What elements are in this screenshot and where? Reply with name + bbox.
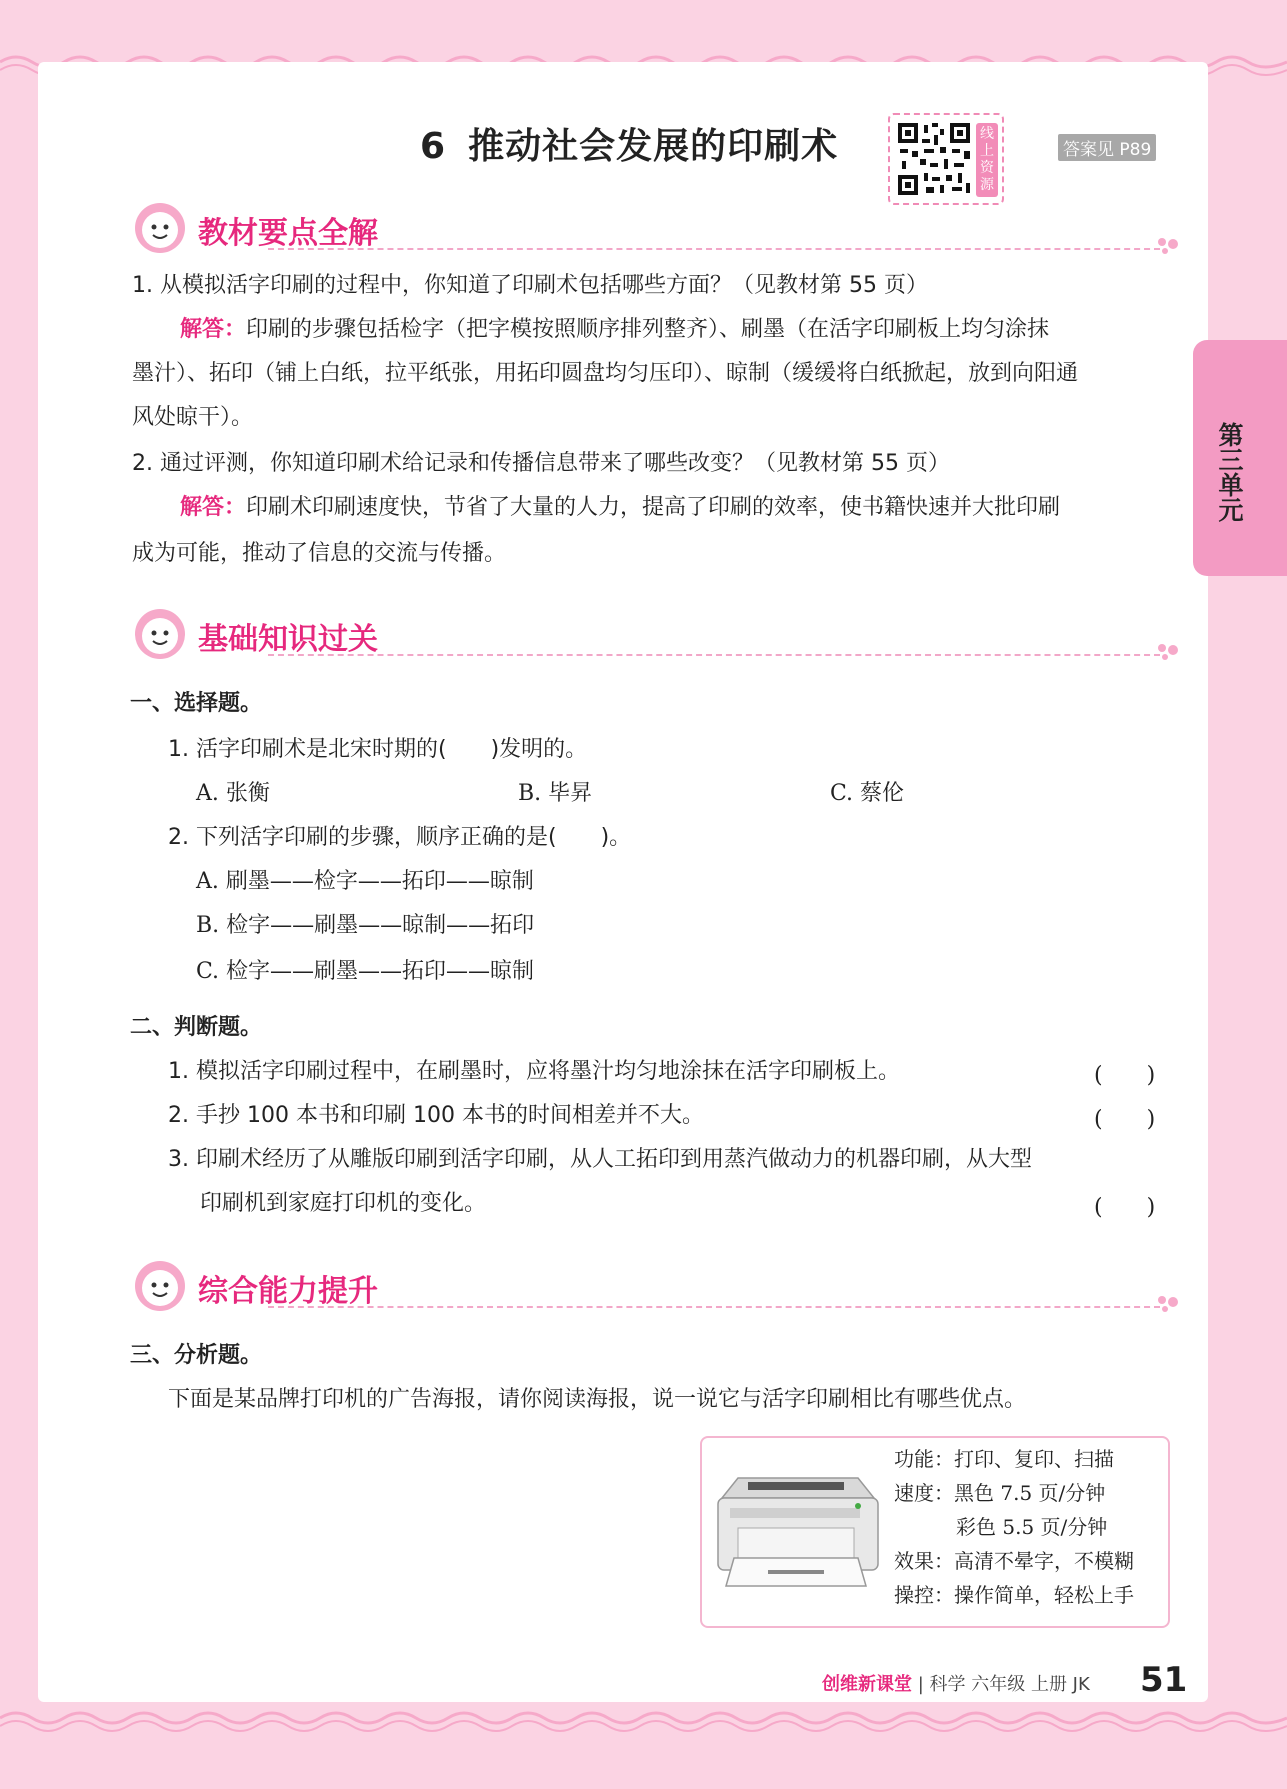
key-point-answer-2-line-1: 解答：印刷术印刷速度快，节省了大量的人力，提高了印刷的效率，使书籍快速并大批印刷 [180, 495, 1061, 520]
judge-question-3-line-2: 印刷机到家庭打印机的变化。 [200, 1191, 487, 1216]
qr-code-box[interactable] [888, 113, 1004, 205]
decorative-dots-icon [1156, 1294, 1180, 1314]
judge-question-3-line-1: 3. 印刷术经历了从雕版印刷到活字印刷，从人工拓印到用蒸汽做动力的机器印刷，从大型 [168, 1147, 1032, 1172]
key-point-question-2: 2. 通过评测，你知道印刷术给记录和传播信息带来了哪些改变？（见教材第 55 页） [132, 451, 950, 476]
decorative-dots-icon [1156, 642, 1180, 662]
footer-brand: 创维新课堂 [822, 1674, 912, 1695]
answer-label: 解答： [180, 317, 247, 342]
key-point-answer-1-line-3: 风处晾干）。 [132, 405, 254, 430]
printer-spec-operation: 操控：操作简单，轻松上手 [894, 1583, 1134, 1607]
choice-heading: 一、选择题。 [130, 691, 263, 716]
judge-q2-answer-blank[interactable]: ( ) [1094, 1107, 1156, 1132]
section-divider [268, 1306, 1160, 1308]
judge-q1-answer-blank[interactable]: ( ) [1094, 1063, 1156, 1088]
unit-side-tab-label: 第三单元 [1215, 422, 1244, 522]
printer-image [708, 1458, 884, 1598]
lesson-title [420, 118, 838, 169]
key-point-answer-1-line-2: 墨汁）、拓印（铺上白纸，拉平纸张，用拓印圆盘均匀压印）、晾制（缓缓将白纸掀起，放到向阳通 [132, 361, 1079, 386]
decorative-wave-bottom [0, 1700, 1287, 1780]
section-divider [268, 654, 1160, 656]
choice-q2-option-a[interactable]: A. 刷墨——检字——拓印——晾制 [196, 869, 534, 894]
footer-subject-info: | 科学 六年级 上册 JK [917, 1674, 1090, 1695]
printer-ad-poster [700, 1436, 1170, 1628]
choice-q2-option-c[interactable]: C. 检字——刷墨——拓印——晾制 [196, 959, 535, 984]
choice-q1-option-a[interactable]: A. 张衡 [196, 781, 270, 806]
section-header-key-points [128, 200, 1180, 260]
lesson-number: 6 [420, 126, 447, 167]
judge-q3-answer-blank[interactable]: ( ) [1094, 1195, 1156, 1220]
key-point-answer-1-line-1: 解答：印刷的步骤包括检字（把字模按照顺序排列整齐）、刷墨（在活字印刷板上均匀涂抹 [180, 317, 1050, 342]
choice-q1-option-c[interactable]: C. 蔡伦 [830, 781, 905, 806]
printer-spec-quality: 效果：高清不晕字，不模糊 [894, 1549, 1134, 1573]
section-title: 教材要点全解 [198, 216, 378, 251]
page-number: 51 [1140, 1660, 1188, 1700]
section-header-comprehensive [128, 1258, 1180, 1318]
printer-spec-speed-color: 彩色 5.5 页/分钟 [956, 1515, 1108, 1539]
choice-q1-option-b[interactable]: B. 毕昇 [518, 781, 593, 806]
section-title: 基础知识过关 [198, 622, 378, 657]
key-point-question-1: 1. 从模拟活字印刷的过程中，你知道了印刷术包括哪些方面？（见教材第 55 页） [132, 273, 928, 298]
cartoon-face-icon [130, 606, 192, 662]
answer-reference-badge: 答案见 P89 [1058, 134, 1156, 161]
choice-question-2: 2. 下列活字印刷的步骤，顺序正确的是( )。 [168, 825, 632, 850]
choice-question-1: 1. 活字印刷术是北宋时期的( )发明的。 [168, 737, 588, 762]
judge-question-2: 2. 手抄 100 本书和印刷 100 本书的时间相差并不大。 [168, 1103, 704, 1128]
analysis-prompt: 下面是某品牌打印机的广告海报，请你阅读海报，说一说它与活字印刷相比有哪些优点。 [168, 1387, 1027, 1412]
lesson-title-text: 推动社会发展的印刷术 [468, 126, 839, 167]
judge-question-1: 1. 模拟活字印刷过程中，在刷墨时，应将墨汁均匀地涂抹在活字印刷板上。 [168, 1059, 900, 1084]
qr-code-icon [896, 121, 972, 197]
printer-spec-function: 功能：打印、复印、扫描 [894, 1447, 1114, 1471]
section-title: 综合能力提升 [198, 1274, 378, 1309]
cartoon-face-icon [130, 1258, 192, 1314]
judge-heading: 二、判断题。 [130, 1015, 263, 1040]
decorative-dots-icon [1156, 236, 1180, 256]
cartoon-face-icon [130, 200, 192, 256]
choice-q2-option-b[interactable]: B. 检字——刷墨——晾制——拓印 [196, 913, 535, 938]
key-point-answer-2-line-2: 成为可能，推动了信息的交流与传播。 [132, 541, 507, 566]
section-header-basic-knowledge [128, 606, 1180, 666]
qr-label: 线上资源 [976, 123, 998, 197]
analysis-heading: 三、分析题。 [130, 1343, 263, 1368]
footer-book-info [822, 1670, 1090, 1696]
answer-label: 解答： [180, 495, 247, 520]
printer-spec-speed: 速度：黑色 7.5 页/分钟 [894, 1481, 1106, 1505]
section-divider [268, 248, 1160, 250]
